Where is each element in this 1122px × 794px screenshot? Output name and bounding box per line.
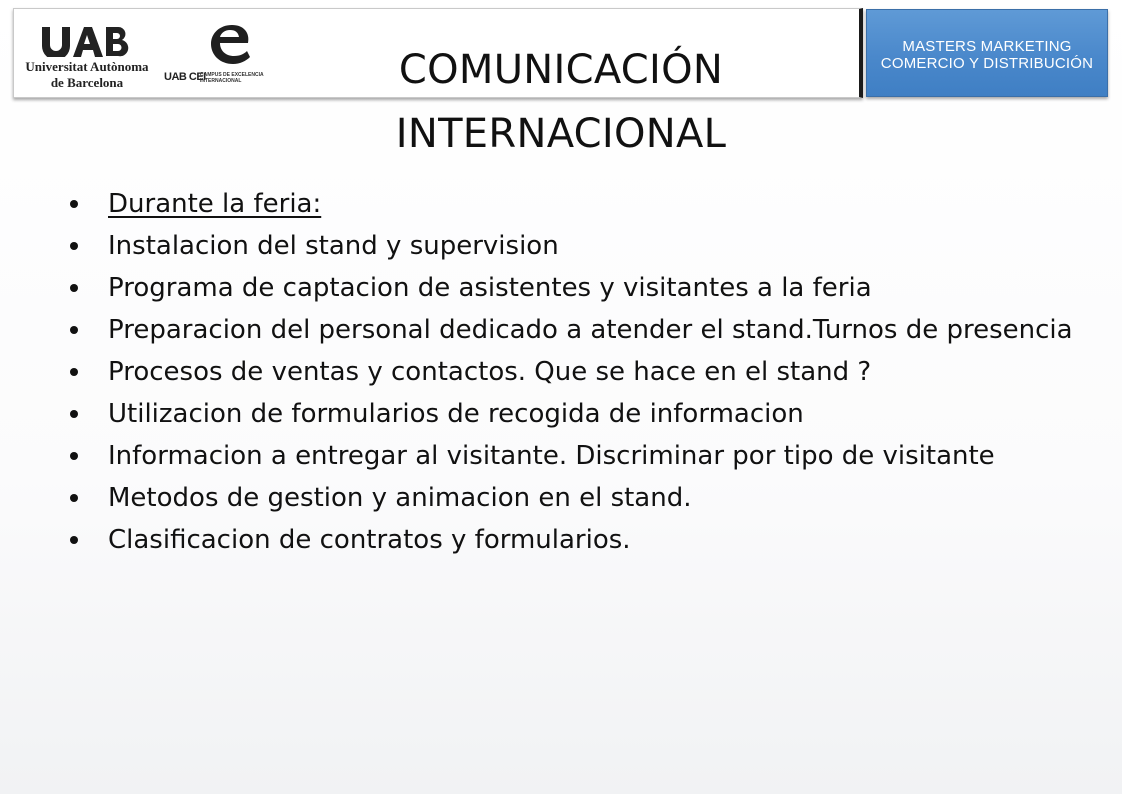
list-item: [70, 442, 1090, 470]
uab-logo: [22, 23, 152, 93]
list-item: [70, 400, 1090, 428]
uab-wordmark-logo: [40, 25, 130, 57]
bullet-icon: [70, 242, 78, 250]
bullet-icon: [70, 410, 78, 418]
uab-name-line2: de Barcelona: [50, 75, 124, 90]
bullet-icon: [70, 494, 78, 502]
slide-title: COMUNICACIÓN INTERNACIONAL: [395, 47, 727, 157]
masters-line2: COMERCIO Y DISTRIBUCIÓN: [880, 55, 1094, 72]
bullet-text: Utilizacion de formularios de recogida de informacion: [108, 399, 804, 429]
cei-uab-label: UAB CEI: [164, 71, 206, 83]
list-item: [70, 316, 1090, 344]
bullet-text: Procesos de ventas y contactos. Que se hace en el stand ?: [108, 357, 872, 387]
list-item: [70, 274, 1090, 302]
bullet-icon: [70, 200, 78, 208]
cei-campus-label: CAMPUS DE EXCELENCIA INTERNACIONAL: [200, 72, 264, 84]
bullet-icon: [70, 368, 78, 376]
bullet-text: Instalacion del stand y supervision: [108, 231, 559, 261]
uab-cei-logo: [162, 21, 272, 93]
bullet-text: Durante la feria:: [108, 189, 322, 219]
bullet-icon: [70, 284, 78, 292]
bullet-icon: [70, 536, 78, 544]
masters-badge: [866, 9, 1108, 97]
masters-line1: MASTERS MARKETING: [902, 38, 1072, 55]
uab-name-line1: Universitat Autònoma: [25, 59, 149, 74]
cei-e-logo-mark: [208, 21, 252, 71]
bullet-text: Preparacion del personal dedicado a atender el stand.Turnos de presencia: [108, 315, 1073, 345]
list-item: [70, 484, 1090, 512]
bullet-text: Metodos de gestion y animacion en el stand.: [108, 483, 692, 513]
list-item: [70, 358, 1090, 386]
bullet-icon: [70, 452, 78, 460]
list-item: [70, 190, 1090, 218]
bullet-text: Programa de captacion de asistentes y visitantes a la feria: [108, 273, 872, 303]
bullet-text: Informacion a entregar al visitante. Discriminar por tipo de visitante: [108, 441, 995, 471]
bullet-list: [70, 190, 1090, 568]
bullet-icon: [70, 326, 78, 334]
bullet-text: Clasificacion de contratos y formularios.: [108, 525, 631, 555]
list-item: [70, 526, 1090, 554]
list-item: [70, 232, 1090, 260]
